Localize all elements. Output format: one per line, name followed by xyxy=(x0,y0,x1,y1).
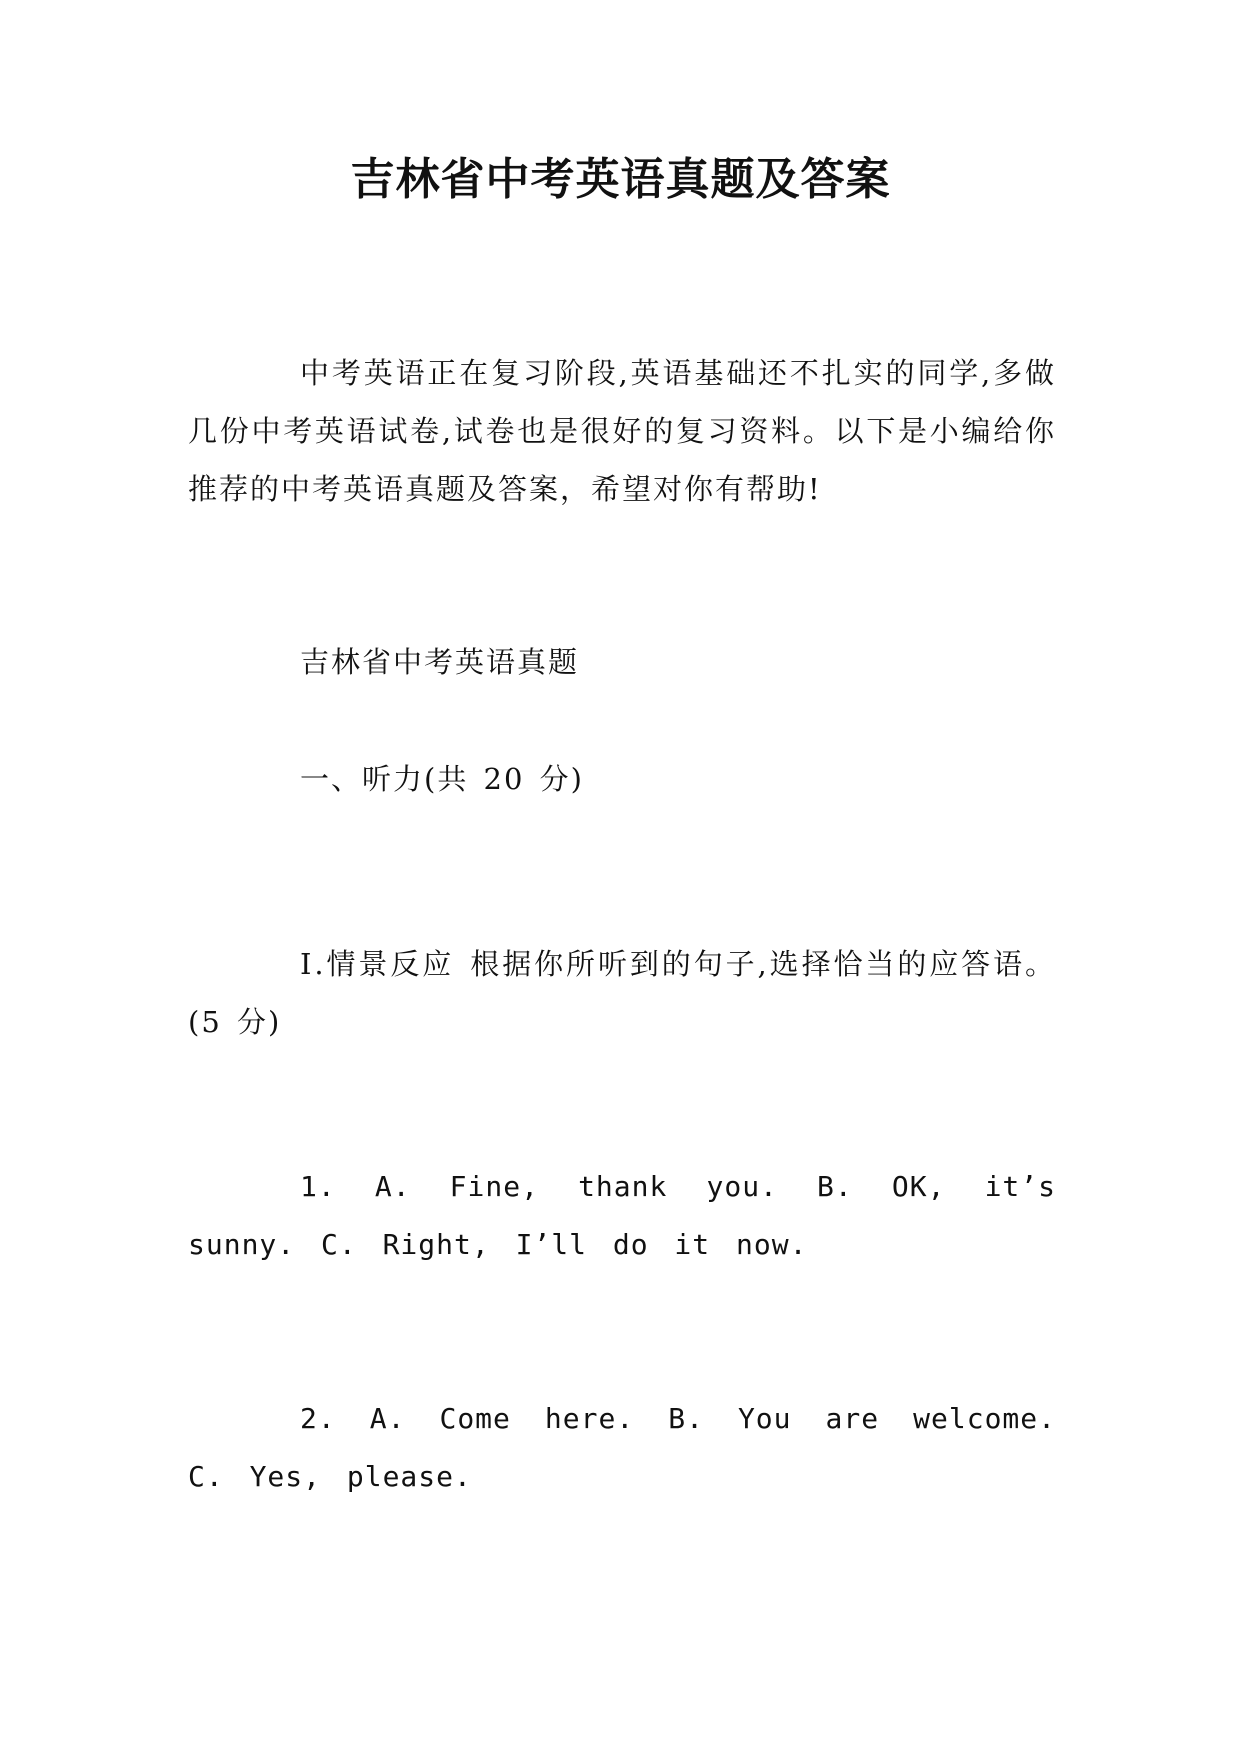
intro-paragraph: 中考英语正在复习阶段,英语基础还不扎实的同学,多做几份中考英语试卷,试卷也是很好的复习资料。以下是小编给你推荐的中考英语真题及答案，希望对你有帮助! xyxy=(188,356,1056,506)
question-2: 2. A. Come here. B. You are welcome. C. Yes, please. xyxy=(188,1402,1056,1493)
section-instructions: Ⅰ.情景反应 根据你所听到的句子,选择恰当的应答语。(5 分) xyxy=(188,947,1056,1039)
document-title: 吉林省中考英语真题及答案 xyxy=(350,154,891,205)
exam-subtitle: 吉林省中考英语真题 xyxy=(300,645,580,679)
question-1: 1. A. Fine, thank you. B. OK, it’s sunny. C. Right, I’ll do it now. xyxy=(188,1170,1056,1261)
listening-heading: 一、听力(共 20 分) xyxy=(300,762,584,796)
